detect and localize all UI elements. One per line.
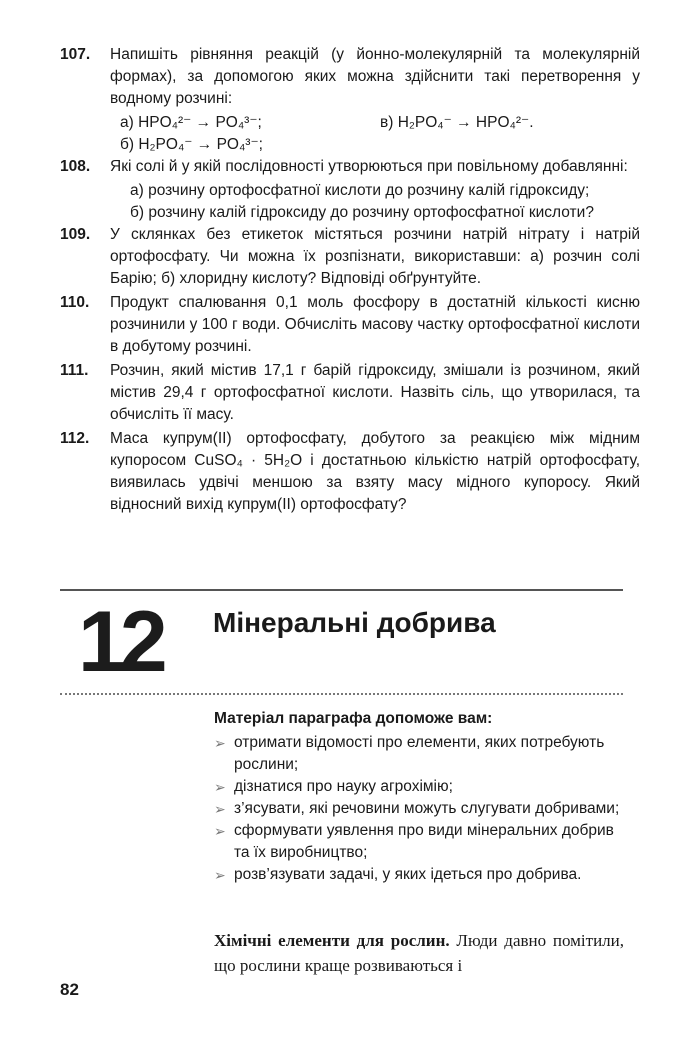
problem-text: Напишіть рівняння реакцій (у йонно-молекулярній та молекулярній формах), за допомогою яких можна здійснити такі перетворення у водному розчині: — [110, 46, 640, 107]
problem-text: Розчин, який містив 17,1 г барій гідроксиду, змішали із розчином, який містив 29,4 г ортофосфатної кислоти. Назвіть сіль, що утворилася, та обчисліть її масу. — [110, 362, 640, 423]
item-a: а) HPO₄²⁻ → PO₄³⁻; — [120, 114, 262, 131]
problem-107 — [60, 44, 640, 110]
goals-heading: Матеріал параграфа допоможе вам: — [214, 710, 493, 727]
goal-item — [214, 732, 624, 776]
problem-number: 110. — [60, 294, 90, 311]
problem-number: 109. — [60, 226, 91, 243]
problem-text: У склянках без етикеток містяться розчини натрій нітрату і натрій ортофосфату. Чи можна їх розпізнати, використавши: а) розчин солі Барію; б) хлоридну кислоту? Відповіді обґрунтуйте. — [110, 226, 640, 287]
problem-text: Маса купрум(ІІ) ортофосфату, добутого за реакцією між мідним купоросом CuSO₄ · 5H₂O і достатньою кількістю натрій ортофосфату, виявилась удвічі меншою за взяту масу мідного купоросу. Який відносний вихід купрум(ІІ) ортофосфату? — [110, 430, 640, 513]
problem-number: 108. — [60, 158, 91, 175]
item-b: б) розчину калій гідроксиду до розчину ортофосфатної кислоти? — [130, 204, 594, 221]
paragraph-text: Люди давно помітили, що рослини краще розвиваються і — [214, 931, 624, 975]
chapter-number: 12 — [78, 594, 162, 690]
goal-item — [214, 776, 624, 798]
problem-108 — [60, 156, 640, 178]
exercise-list — [60, 44, 640, 518]
goal-item — [214, 798, 624, 820]
problem-number: 111. — [60, 362, 89, 379]
section-paragraph — [214, 928, 624, 978]
item-b: б) H₂PO₄⁻ → PO₄³⁻; — [120, 136, 263, 153]
item-a: а) розчину ортофосфатної кислоти до розчину калій гідроксиду; — [130, 182, 590, 199]
page-number: 82 — [60, 980, 79, 999]
arrow-bullet-icon: ➢ — [214, 801, 226, 817]
goal-item — [214, 820, 624, 864]
problem-111 — [60, 360, 640, 426]
arrow-bullet-icon: ➢ — [214, 823, 226, 839]
chapter-title: Мінеральні добрива — [213, 607, 496, 638]
chapter-bottom-divider — [60, 693, 623, 695]
goal-text: з’ясувати, які речовини можуть слугувати добривами; — [234, 800, 620, 817]
goal-text: отримати відомості про елементи, яких потребують рослини; — [234, 734, 605, 773]
problem-109 — [60, 224, 640, 290]
problem-number: 107. — [60, 46, 91, 63]
arrow-bullet-icon: ➢ — [214, 779, 226, 795]
learning-goals — [214, 708, 624, 886]
chapter-top-divider — [60, 589, 623, 591]
goal-text: розв’язувати задачі, у яких ідеться про добрива. — [234, 866, 582, 883]
paragraph-lead: Хімічні елементи для рослин. — [214, 931, 450, 950]
arrow-bullet-icon: ➢ — [214, 735, 226, 751]
problem-110 — [60, 292, 640, 358]
problem-text: Які солі й у якій послідовності утворюються при повільному добавлянні: — [110, 158, 628, 175]
goal-text: дізнатися про науку агрохімію; — [234, 778, 453, 795]
goal-text: сформувати уявлення про види мінеральних добрив та їх виробництво; — [234, 822, 614, 861]
problem-108-items — [120, 180, 640, 224]
problem-number: 112. — [60, 430, 90, 447]
problem-112 — [60, 428, 640, 516]
arrow-bullet-icon: ➢ — [214, 867, 226, 883]
goal-item — [214, 864, 624, 886]
problem-107-items — [120, 112, 640, 156]
item-v: в) H₂PO₄⁻ → HPO₄²⁻. — [380, 114, 534, 131]
problem-text: Продукт спалювання 0,1 моль фосфору в достатній кількості кисню розчинили у 100 г води. Обчисліть масову частку ортофосфатної кислоти в добутому розчині. — [110, 294, 640, 355]
